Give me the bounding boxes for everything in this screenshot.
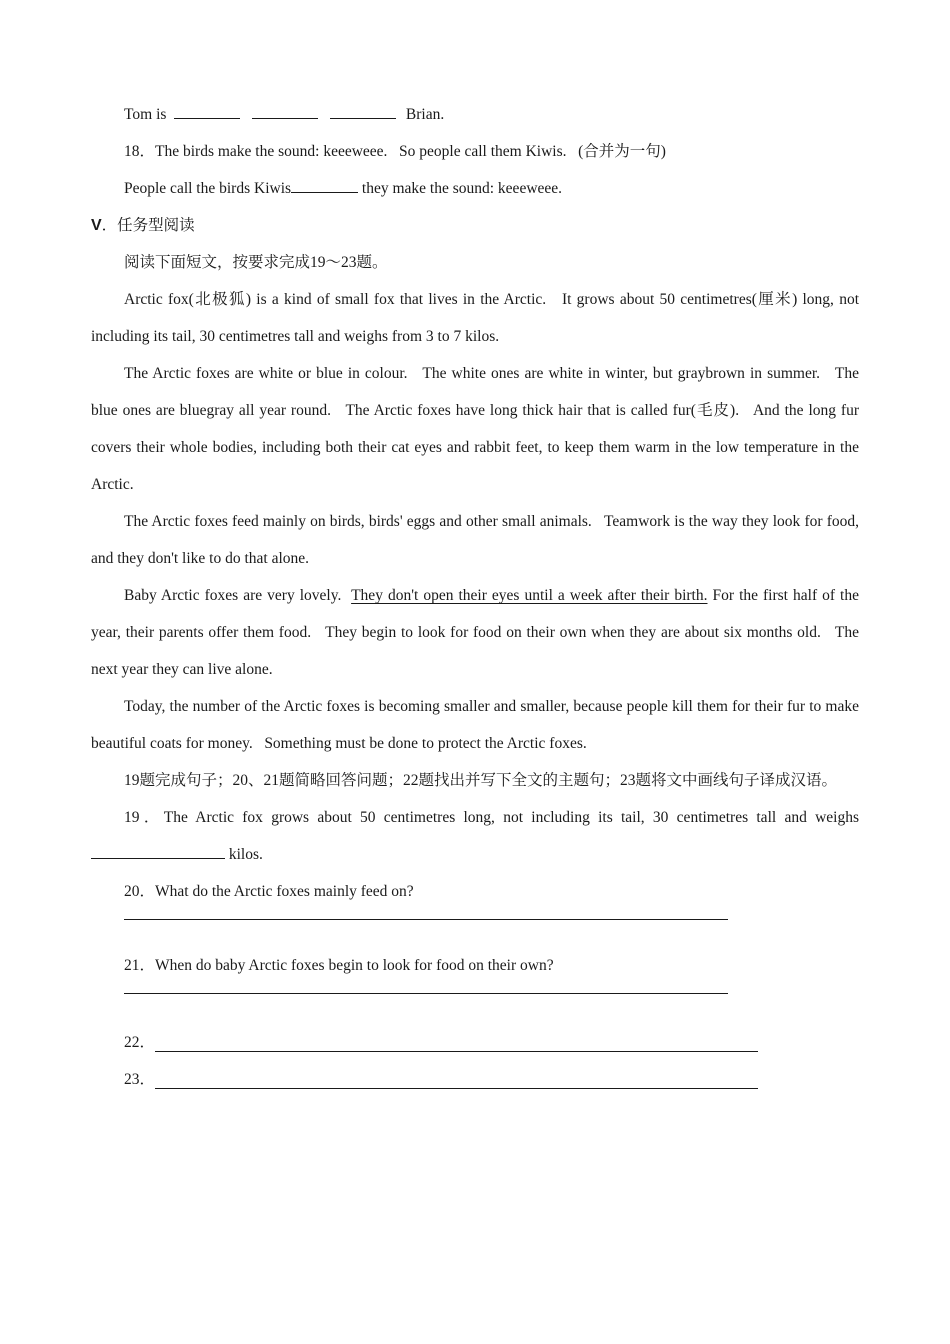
worksheet-page [91,96,863,1089]
q22-row [124,1021,859,1052]
passage-paragraph-4 [91,577,863,688]
q17-suffix: Brian. [405,106,445,123]
q23-label: 23． [124,1071,156,1088]
q20-answer-line[interactable] [124,918,728,920]
q18-answer-line [91,170,859,207]
q21: 21．When do baby Arctic foxes begin to look for food on their own? [124,957,554,974]
q19-blank[interactable] [91,844,225,859]
q17-answer-line [91,96,859,133]
q23-row [124,1052,859,1089]
q19-suffix: kilos. [225,846,263,863]
q20: 20．What do the Arctic foxes mainly feed on? [124,883,414,900]
q18-answer-suffix: they make the sound: keeeweee. [358,180,563,197]
q18-blank[interactable] [291,178,358,193]
passage-paragraph-1: Arctic fox(北极狐) is a kind of small fox that lives in the Arctic. It grows about 50 centimetres(厘米) long, not including its tail, 30 centimetres tall and weighs from 3 to 7 kilos. [91,291,863,345]
section-heading [91,207,859,244]
paragraph-4-rest: For the first half of the year, their parents offer them food. They begin to look for food on their own when they are about six months old. The next year they can live alone. [91,587,863,678]
q18-question: 18．The birds make the sound: keeeweee. So people call them Kiwis. (合并为一句) [124,143,666,160]
task-note: 19题完成句子；20、21题简略回答问题；22题找出并写下全文的主题句；23题将文中画线句子译成汉语。 [124,772,838,789]
q17-prefix: Tom is [124,106,167,123]
q19-text: 19．The Arctic fox grows about 50 centimetres long, not including its tail, 30 centimetres tall and weighs [124,809,859,826]
q17-blank-3[interactable] [330,104,396,119]
paragraph-4-lead: Baby Arctic foxes are very lovely. [124,587,352,604]
q22-answer-line[interactable] [155,1027,758,1052]
underlined-sentence: They don't open their eyes until a week after their birth. [351,587,708,604]
instruction: 阅读下面短文，按要求完成19～23题。 [124,254,388,271]
q17-blank-1[interactable] [174,104,240,119]
passage-paragraph-5: Today, the number of the Arctic foxes is becoming smaller and smaller, because people kill them for their fur to make beautiful coats for money. Something must be done to protect the Arctic foxes. [91,698,863,752]
q17-blank-2[interactable] [252,104,318,119]
passage-paragraph-2: The Arctic foxes are white or blue in colour. The white ones are white in winter, but graybrown in summer. The blue ones are bluegray all year round. The Arctic foxes have long thick hair that is called fur(毛皮). And the long fur covers their whole bodies, including both their cat eyes and rabbit feet, to keep them warm in the low temperature in the Arctic. [91,365,863,493]
q20-answer-area [124,910,728,947]
q18-answer-prefix: People call the birds Kiwis [124,180,292,197]
q23-answer-line[interactable] [155,1064,758,1089]
q22-label: 22． [124,1034,156,1051]
passage-paragraph-3: The Arctic foxes feed mainly on birds, birds' eggs and other small animals. Teamwork is the way they look for food, and they don't like to do that alone. [91,513,863,567]
q21-answer-area [124,984,728,1021]
q19 [91,799,859,873]
section-title: ．任务型阅读 [101,217,195,234]
q21-answer-line[interactable] [124,992,728,994]
section-roman: V [91,217,102,234]
